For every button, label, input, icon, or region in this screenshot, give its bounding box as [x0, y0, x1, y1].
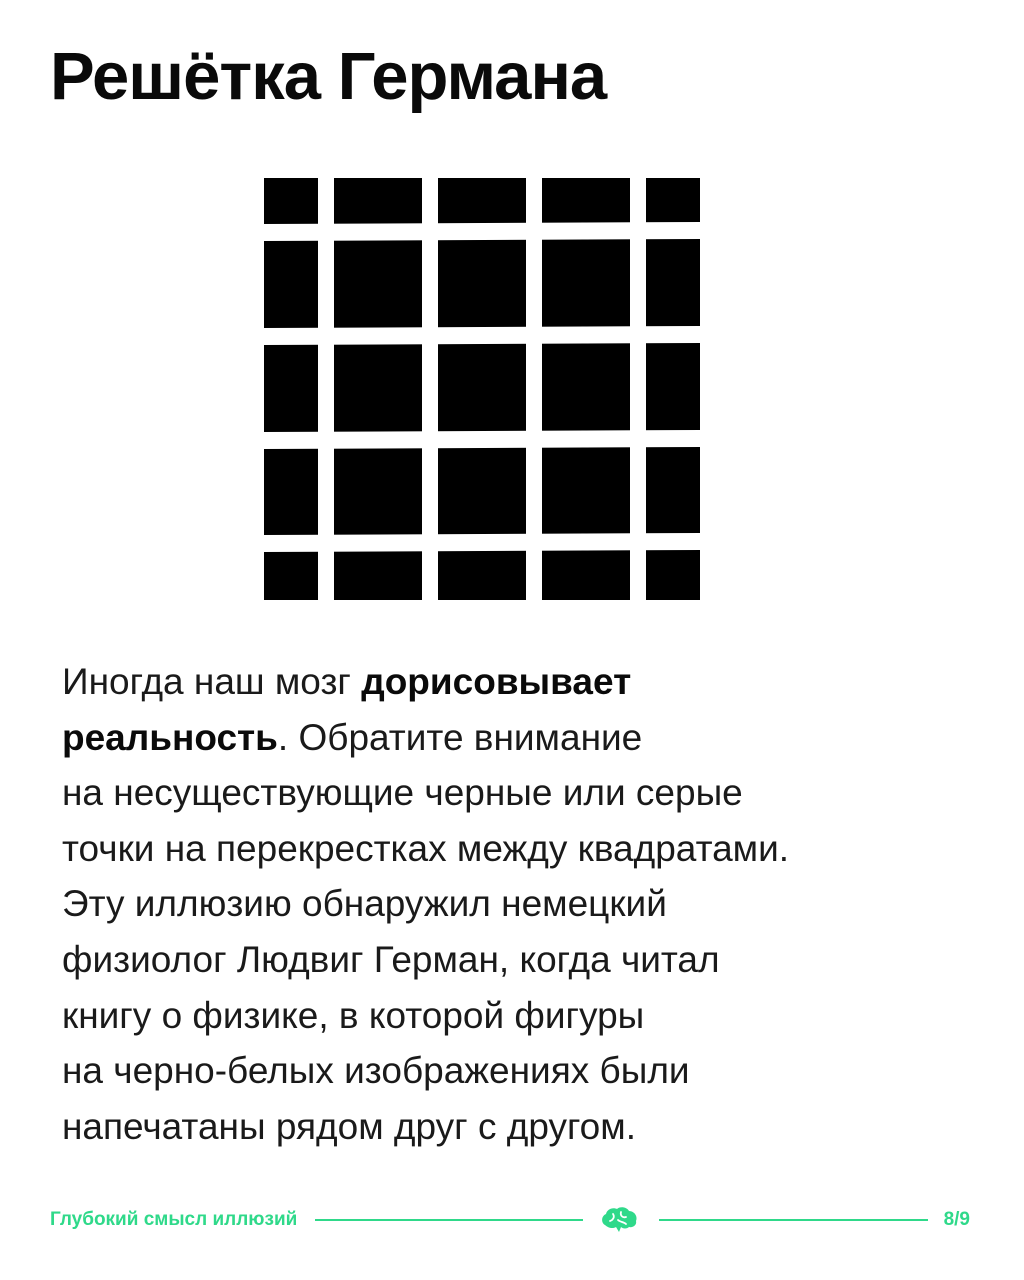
text-line [62, 710, 982, 766]
footer [50, 1202, 970, 1238]
text-emphasis: дорисовывает [361, 661, 632, 702]
page-title: Решётка Германа [50, 39, 607, 114]
text-line: на несуществующие черные или серые [62, 772, 743, 814]
footer-divider [315, 1219, 583, 1221]
text-line: на черно-белых изображениях были [62, 1050, 690, 1092]
footer-divider [659, 1219, 927, 1221]
text-line [62, 654, 982, 710]
text-line: точки на перекрестках между квадратами. [62, 827, 790, 869]
hermann-grid-illustration [264, 178, 700, 600]
brain-icon [599, 1205, 639, 1235]
text-line: книгу о физике, в которой фигуры [62, 994, 645, 1036]
hermann-grid-image [264, 178, 700, 600]
text-emphasis: реальность [62, 716, 278, 758]
text-line: Эту иллюзию обнаружил немецкий [62, 883, 667, 925]
text-plain: Иногда наш мозг [62, 661, 362, 702]
text-plain: . Обратите внимание [277, 716, 643, 758]
series-title: Глубокий смысл иллюзий [50, 1209, 298, 1230]
text-line: напечатаны рядом друг с другом. [62, 1105, 636, 1147]
description-text [62, 654, 982, 1154]
page-number: 8/9 [943, 1209, 970, 1230]
text-line: физиолог Людвиг Герман, когда читал [62, 938, 720, 980]
